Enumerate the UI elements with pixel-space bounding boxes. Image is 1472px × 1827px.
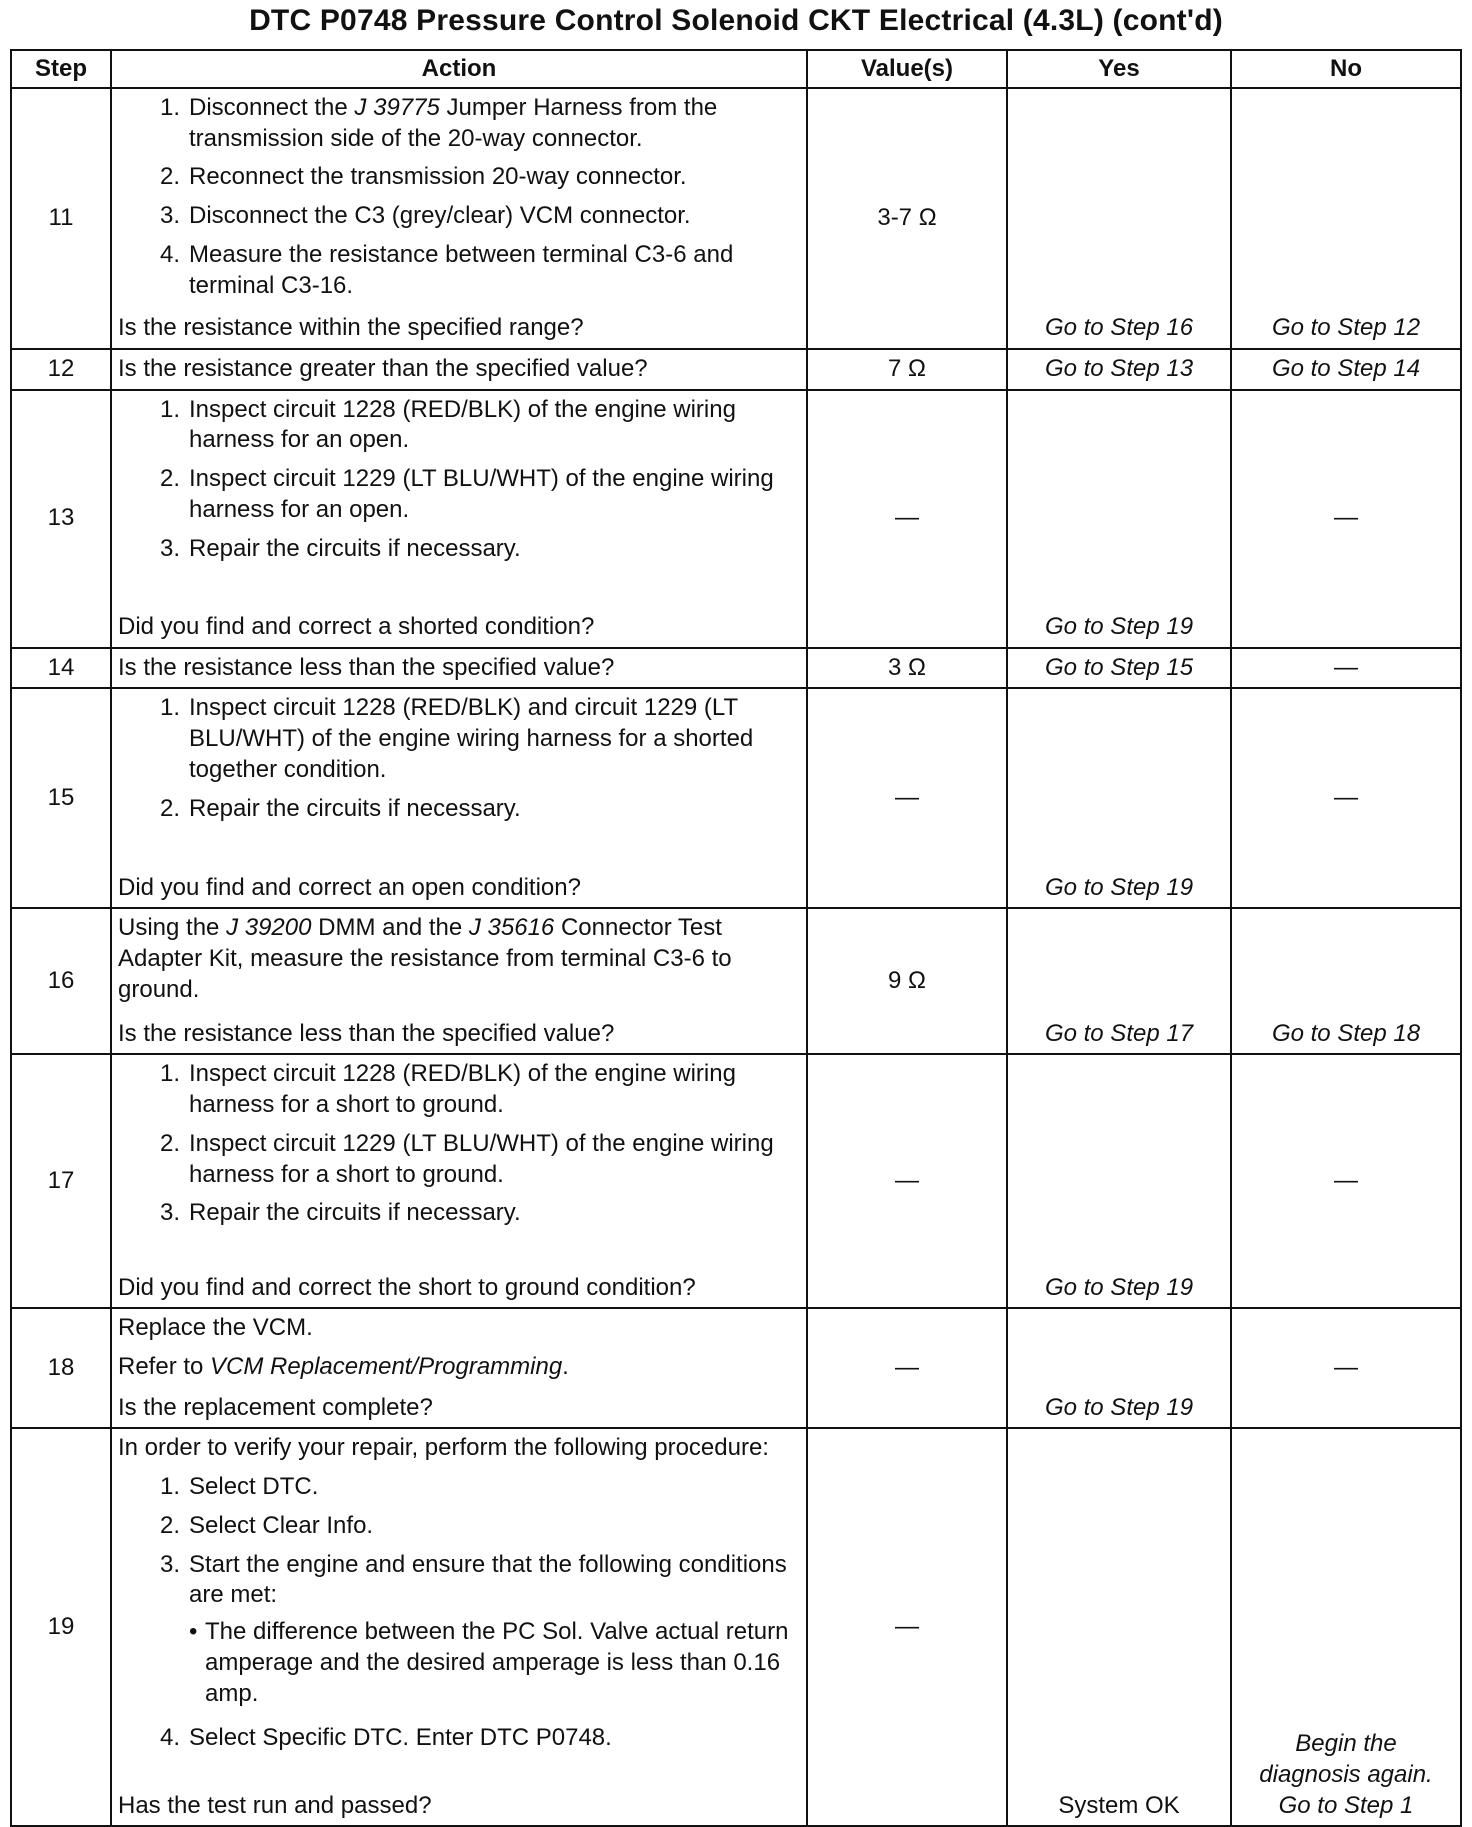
step-number: 11 [11,88,111,349]
header-no: No [1231,50,1461,88]
list-item: 3. Repair the circuits if necessary. [159,1199,521,1227]
step-number: 14 [11,648,111,689]
no-cell: Go to Step 18 [1231,908,1461,1054]
page-title: DTC P0748 Pressure Control Solenoid CKT Electrical (4.3L) (cont'd) [249,4,1223,37]
intro-text: Using the J 39200 DMM and the J 35616 Connector Test Adapter Kit, measure the resistance from terminal C3-6 to ground. [118,914,732,1003]
table-row [11,688,1461,908]
no-cell: Go to Step 12 [1231,88,1461,349]
step-number: 13 [11,390,111,648]
table-row [11,908,1461,1054]
action-cell [111,390,807,648]
action-cell [111,1054,807,1308]
table-row [11,1428,1461,1826]
list-item: 3. Disconnect the C3 (grey/clear) VCM connector. [159,202,691,230]
list-item: 2. Inspect circuit 1229 (LT BLU/WHT) of the engine wiring harness for a short to ground. [159,1129,774,1188]
bullet-item: • The difference between the PC Sol. Valve actual return amperage and the desired amperage is less than 0.16 amp. [189,1618,789,1707]
list-item: 2. Reconnect the transmission 20-way connector. [159,163,687,191]
table-row [11,1054,1461,1308]
value-cell: — [807,1054,1007,1308]
yes-cell: Go to Step 19 [1007,1054,1231,1308]
step-number: 19 [11,1428,111,1826]
value-cell: 9 Ω [807,908,1007,1054]
value-cell: 3 Ω [807,648,1007,689]
list-item: 1. Inspect circuit 1228 (RED/BLK) of the engine wiring harness for an open. [159,395,736,454]
yes-cell: Go to Step 19 [1007,688,1231,908]
no-cell: — [1231,1054,1461,1308]
question-text: Is the resistance within the specified range? [118,314,584,342]
step-number: 12 [11,349,111,390]
value-cell: 7 Ω [807,349,1007,390]
yes-cell: Go to Step 15 [1007,648,1231,689]
action-cell: Is the resistance less than the specified value? [111,648,807,689]
no-cell: — [1231,648,1461,689]
no-line: Go to Step 1 [1278,1791,1414,1819]
yes-cell: Go to Step 16 [1007,88,1231,349]
list-item: 2. Repair the circuits if necessary. [159,794,521,822]
value-cell: 3-7 Ω [807,88,1007,349]
header-values: Value(s) [807,50,1007,88]
table-row [11,390,1461,648]
step-number: 16 [11,908,111,1054]
value-cell: — [807,390,1007,648]
list-item: 1. Inspect circuit 1228 (RED/BLK) and circuit 1229 (LT BLU/WHT) of the engine wiring harness for a shorted together condition. [159,694,754,783]
header-action: Action [111,50,807,88]
no-cell: — [1231,688,1461,908]
yes-cell: Go to Step 17 [1007,908,1231,1054]
action-cell [111,688,807,908]
list-item: 2. Select Clear Info. [159,1511,374,1539]
list-item: 3. Repair the circuits if necessary. [159,534,521,562]
table-header-row [11,50,1461,88]
step-number: 18 [11,1308,111,1428]
instruction-line: Replace the VCM. [118,1314,313,1342]
action-cell [111,1428,807,1826]
yes-cell: Go to Step 19 [1007,1308,1231,1428]
table-row [11,1308,1461,1428]
question-text: Did you find and correct an open condition? [118,873,581,901]
question-text: Has the test run and passed? [118,1791,432,1819]
table-row [11,349,1461,390]
value-cell: — [807,1428,1007,1826]
action-cell [111,908,807,1054]
header-step: Step [11,50,111,88]
intro-text: In order to verify your repair, perform the following procedure: [118,1434,769,1462]
list-item: 3. Start the engine and ensure that the following conditions are met: • The difference between the PC Sol. Valve actual return amperage and the desired amperage is less than 0.16 amp. [118,1550,800,1716]
yes-cell: Go to Step 19 [1007,390,1231,648]
action-cell [111,1308,807,1428]
diagnostic-table [10,49,1462,1827]
value-cell: — [807,1308,1007,1428]
list-item: 4. Select Specific DTC. Enter DTC P0748. [159,1724,612,1752]
table-row [11,88,1461,349]
action-cell: Is the resistance greater than the specified value? [111,349,807,390]
table-row [11,648,1461,689]
question-text: Is the replacement complete? [118,1393,433,1421]
yes-cell: System OK [1007,1428,1231,1826]
yes-cell: Go to Step 13 [1007,349,1231,390]
question-text: Is the resistance less than the specified value? [118,1019,615,1047]
value-cell: — [807,688,1007,908]
header-yes: Yes [1007,50,1231,88]
no-cell: — [1231,390,1461,648]
list-item: 1. Disconnect the J 39775 Jumper Harness from the transmission side of the 20-way connector. [159,94,718,152]
action-cell [111,88,807,349]
step-number: 15 [11,688,111,908]
no-line: Begin the [1295,1730,1397,1758]
list-item: 1. Select DTC. [159,1473,319,1501]
list-item: 4. Measure the resistance between terminal C3-6 and terminal C3-16. [159,240,734,299]
list-item: 1. Inspect circuit 1228 (RED/BLK) of the engine wiring harness for a short to ground. [159,1060,736,1119]
question-text: Did you find and correct the short to ground condition? [118,1273,696,1301]
list-item: 2. Inspect circuit 1229 (LT BLU/WHT) of the engine wiring harness for an open. [159,465,774,523]
no-cell: — [1231,1308,1461,1428]
no-cell [1231,1428,1461,1826]
question-text: Did you find and correct a shorted condition? [118,613,595,641]
no-line: diagnosis again. [1259,1761,1433,1789]
reference-line: Refer to VCM Replacement/Programming. [118,1353,569,1381]
no-cell: Go to Step 14 [1231,349,1461,390]
step-number: 17 [11,1054,111,1308]
